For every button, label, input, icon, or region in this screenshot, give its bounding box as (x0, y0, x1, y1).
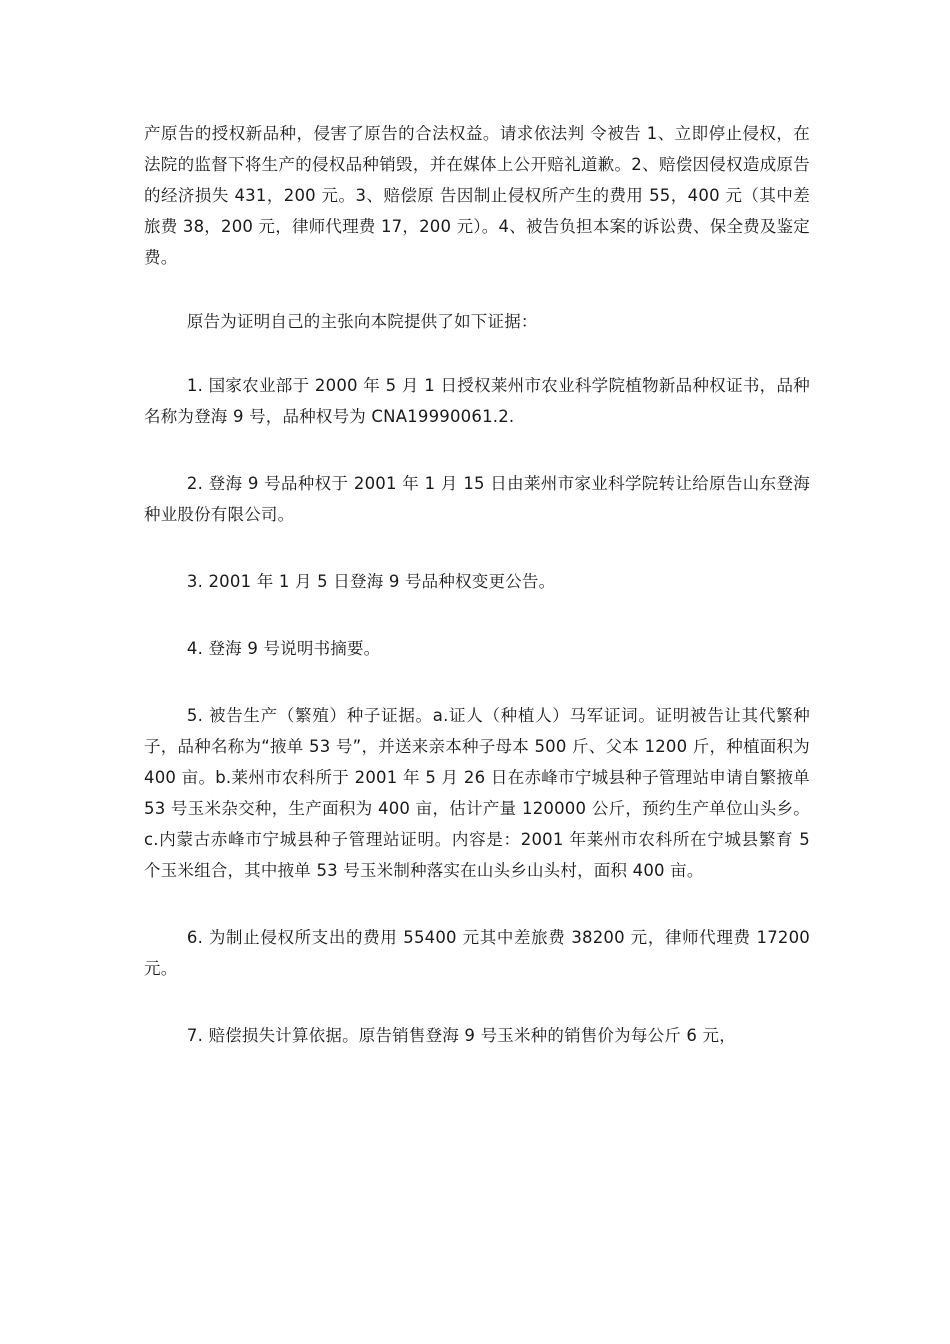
evidence-item-5: 5. 被告生产（繁殖）种子证据。a.证人（种植人）马军证词。证明被告让其代繁种子，品种名称为“掖单 53 号”，并送来亲本种子母本 500 斤、父本 1200 斤，种植面积为 400 亩。b.莱州市农科所于 2001 年 5 月 26 日在赤峰市宁城县种子管理站申请自繁掖单 53 号玉米杂交种，生产面积为 400 亩，估计产量 120000 公斤，预约生产单位山头乡。c.内蒙古赤峰市宁城县种子管理站证明。内容是：2001 年莱州市农科所在宁城县繁育 5 个玉米组合，其中掖单 53 号玉米制种落实在山头乡山头村，面积 400 亩。 (144, 706, 810, 880)
evidence-item-7: 7. 赔偿损失计算依据。原告销售登海 9 号玉米种的销售价为每公斤 6 元， (186, 1026, 736, 1045)
paragraph-claims: 产原告的授权新品种，侵害了原告的合法权益。请求依法判 令被告 1、立即停止侵权，在法院的监督下将生产的侵权品种销毁，并在媒体上公开赔礼道歉。2、赔偿因侵权造成原告的经济损失 431，200 元。3、赔偿原 告因制止侵权所产生的费用 55，400 元（其中差旅费 38，200 元，律师代理费 17，200 元）。4、被告负担本案的诉讼费、保全费及鉴定费。 (144, 124, 810, 267)
paragraph-evidence-intro: 原告为证明自己的主张向本院提供了如下证据： (186, 312, 538, 331)
evidence-item-4: 4. 登海 9 号说明书摘要。 (186, 639, 381, 658)
evidence-item-2: 2. 登海 9 号品种权于 2001 年 1 月 15 日由莱州市家业科学院转让给原告山东登海种业股份有限公司。 (144, 474, 810, 524)
document-page (144, 118, 810, 1051)
evidence-item-3: 3. 2001 年 1 月 5 日登海 9 号品种权变更公告。 (186, 572, 556, 591)
evidence-item-1: 1. 国家农业部于 2000 年 5 月 1 日授权莱州市农业科学院植物新品种权证书，品种名称为登海 9 号，品种权号为 CNA19990061.2. (144, 376, 810, 426)
evidence-item-6: 6. 为制止侵权所支出的费用 55400 元其中差旅费 38200 元，律师代理费 17200 元。 (144, 928, 810, 978)
